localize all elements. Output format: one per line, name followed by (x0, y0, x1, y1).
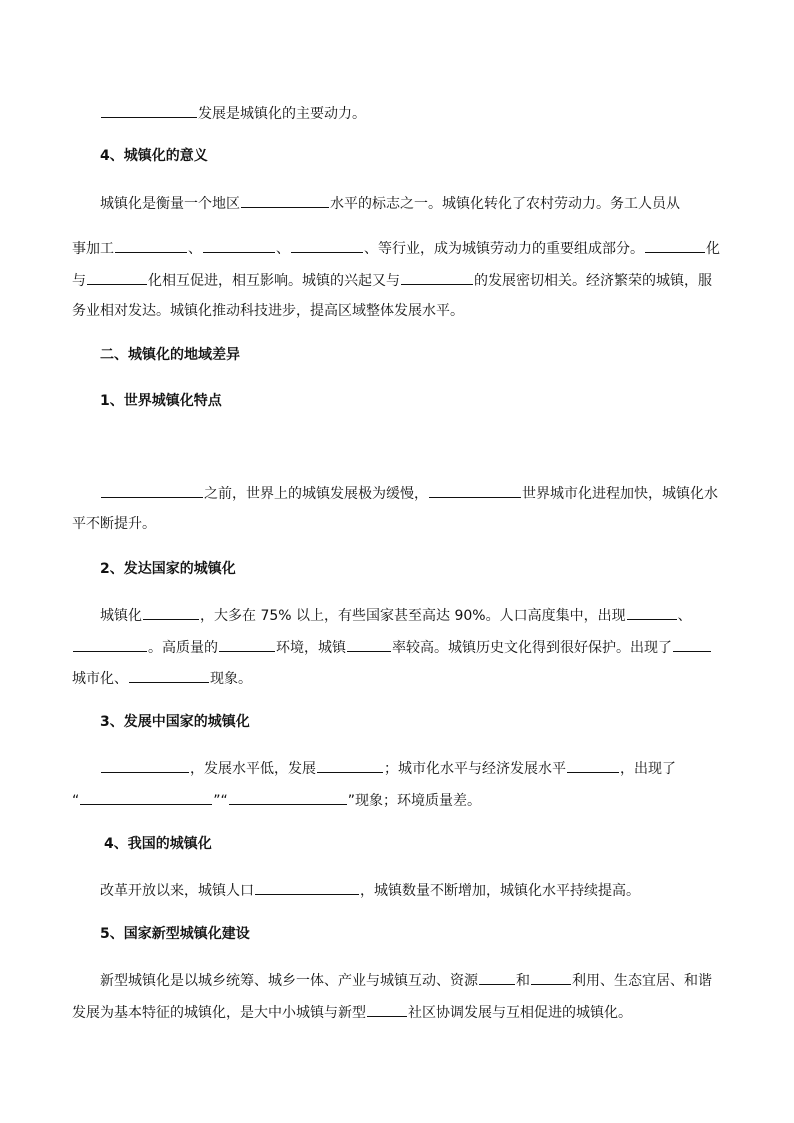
subsection-heading: 3、发展中国家的城镇化 (100, 714, 250, 730)
text: 水平的标志之一。城镇化转化了农村劳动力。务工人员从 (330, 196, 680, 212)
blank-line (241, 193, 329, 208)
blank-line (203, 238, 275, 253)
text: ”“ (213, 793, 228, 809)
blank-line (531, 970, 571, 985)
paragraph-line (100, 605, 692, 625)
text: 发展是城镇化的主要动力。 (198, 106, 366, 122)
blank-line (143, 605, 199, 620)
blank-line (291, 238, 363, 253)
text: 、 (276, 241, 290, 257)
blank-line (101, 758, 189, 773)
blank-line (567, 758, 619, 773)
blank-line (101, 103, 197, 118)
text: 事加工 (72, 241, 114, 257)
text: ”现象；环境质量差。 (347, 793, 482, 809)
paragraph-line: 务业相对发达。城镇化推动科技进步，提高区域整体发展水平。 (72, 303, 464, 319)
subsection-heading: 1、世界城镇化特点 (100, 393, 222, 409)
text: 之前，世界上的城镇发展极为缓慢， (204, 486, 428, 502)
paragraph-line (100, 880, 640, 900)
text: 。高质量的 (148, 640, 218, 656)
blank-line (80, 790, 212, 805)
text: ，发展水平低，发展 (190, 761, 316, 777)
text: 化相互促进，相互影响。城镇的兴起又与 (148, 273, 400, 289)
paragraph-line (72, 1002, 632, 1022)
blank-line (673, 637, 711, 652)
blank-line (101, 483, 203, 498)
text: ；城市化水平与经济发展水平 (384, 761, 566, 777)
section-heading: 4、城镇化的意义 (100, 148, 208, 164)
paragraph-line (72, 637, 712, 657)
blank-line (317, 758, 383, 773)
text: ，出现了 (620, 761, 676, 777)
blank-line (115, 238, 187, 253)
blank-line (645, 238, 705, 253)
subsection-heading: 4、我国的城镇化 (104, 836, 212, 852)
text: 与 (72, 273, 86, 289)
text: ，大多在 75% 以上，有些国家甚至高达 90%。人口高度集中，出现 (200, 608, 626, 624)
blank-line (129, 668, 209, 683)
text: 城市化、 (72, 671, 128, 687)
text: ，城镇数量不断增加，城镇化水平持续提高。 (360, 883, 640, 899)
text: 、 (677, 608, 692, 624)
text: 城镇化是衡量一个地区 (100, 196, 240, 212)
text: 发展为基本特征的城镇化，是大中小城镇与新型 (72, 1005, 366, 1021)
blank-line (255, 880, 359, 895)
section-heading: 二、城镇化的地域差异 (100, 347, 240, 363)
text: 世界城市化进程加快，城镇化水 (522, 486, 718, 502)
blank-line (627, 605, 677, 620)
text: 现象。 (210, 671, 252, 687)
text: 化 (706, 241, 720, 257)
paragraph-line (100, 970, 712, 990)
text: 社区协调发展与互相促进的城镇化。 (408, 1005, 632, 1021)
text: 率较高。城镇历史文化得到很好保护。出现了 (392, 640, 672, 656)
paragraph-line: 平不断提升。 (72, 516, 156, 532)
blank-line (219, 637, 275, 652)
paragraph-line (72, 790, 481, 810)
subsection-heading: 5、国家新型城镇化建设 (100, 926, 250, 942)
blank-line (479, 970, 515, 985)
blank-line (229, 790, 347, 805)
blank-line (367, 1002, 407, 1017)
blank-line (347, 637, 391, 652)
text: 改革开放以来，城镇人口 (100, 883, 254, 899)
text: 的发展密切相关。经济繁荣的城镇，服 (474, 273, 712, 289)
subsection-heading: 2、发达国家的城镇化 (100, 561, 236, 577)
paragraph-line (100, 758, 676, 778)
paragraph-line (100, 193, 680, 213)
paragraph-line (100, 103, 366, 123)
paragraph-line (72, 270, 712, 290)
text: 、 (188, 241, 202, 257)
text: 新型城镇化是以城乡统筹、城乡一体、产业与城镇互动、资源 (100, 973, 478, 989)
text: 和 (516, 973, 530, 989)
paragraph-line (72, 238, 720, 258)
blank-line (429, 483, 521, 498)
text: 、等行业，成为城镇劳动力的重要组成部分。 (364, 241, 644, 257)
text: 城镇化 (100, 608, 142, 624)
text: 利用、生态宜居、和谐 (572, 973, 712, 989)
text: “ (72, 793, 80, 809)
paragraph-line (100, 483, 718, 503)
text: 环境，城镇 (276, 640, 346, 656)
blank-line (73, 637, 147, 652)
blank-line (87, 270, 147, 285)
paragraph-line (72, 668, 252, 688)
blank-line (401, 270, 473, 285)
